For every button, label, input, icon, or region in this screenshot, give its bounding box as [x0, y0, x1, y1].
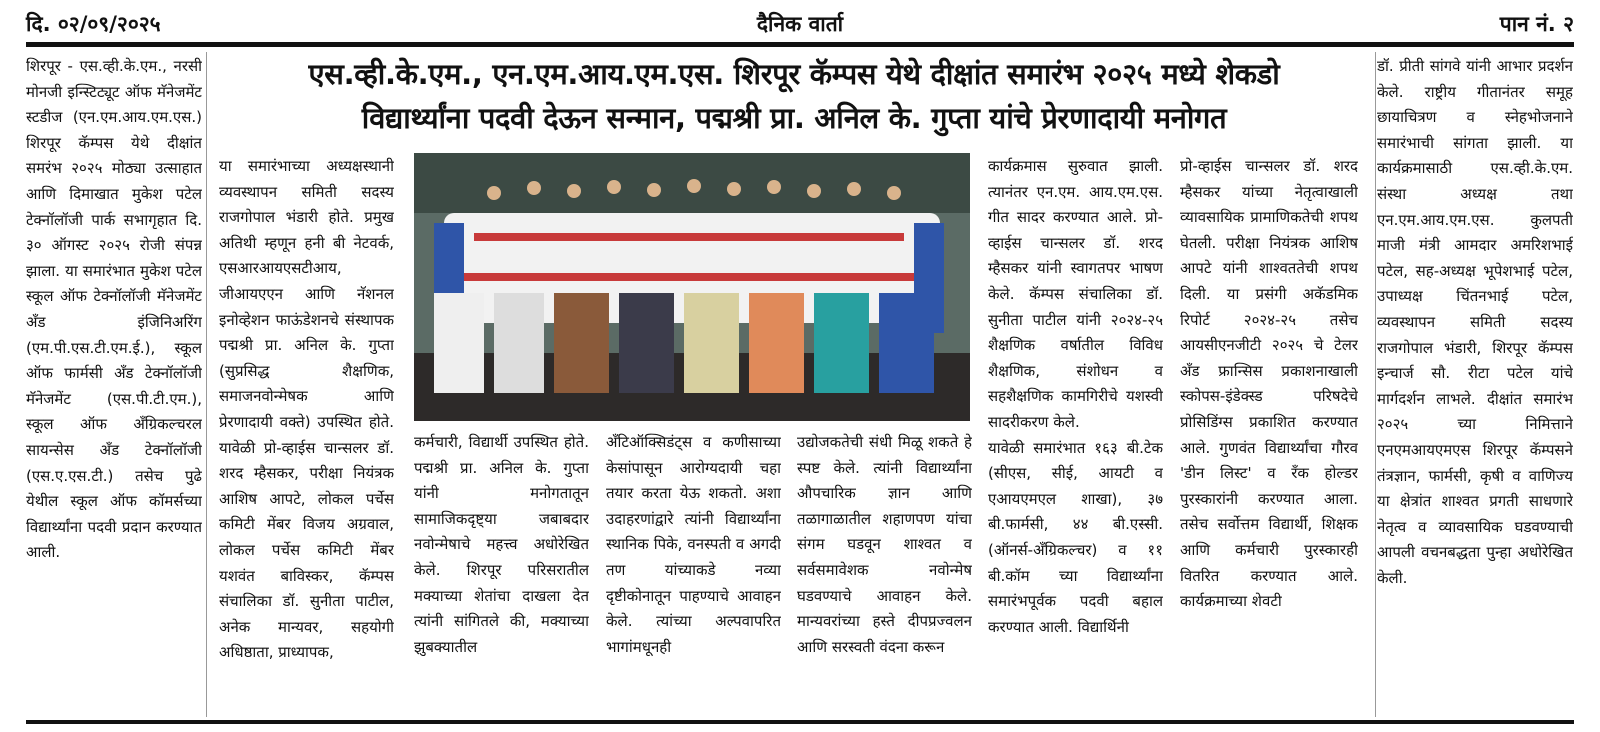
- article-column-3: [414, 430, 589, 714]
- column-divider: [1375, 52, 1376, 717]
- column-text: अँटिऑक्सिडंट्स व कणीसाच्या केसांपासून आरोग्यदायी चहा तयार करता येऊ शकतो. अशा उदाहरणांद्वारे त्यांनी विद्यार्थ्यांना स्थानिक पिके, वनस्पती व अगदी तण यांच्याकडे नव्या दृष्टीकोनातून पाहण्याचे आवाहन केले. त्यांच्या अल्पवापरित भागांमधूनही: [606, 433, 781, 656]
- column-text: प्रो-व्हाईस चान्सलर डॉ. शरद म्हैसकर यांच्या नेतृत्वाखाली व्यावसायिक प्रामाणिकतेची शपथ घेतली. परीक्षा नियंत्रक आशिष आपटे यांनी शाश्वततेची शपथ दिली. या प्रसंगी अकॅडमिक रिपोर्ट २०२४-२५ तसेच आयसीएनजीटी २०२५ चे टेलर अँड फ्रान्सिस प्रकाशनाखाली स्कोपस-इंडेक्स्ड परिषदेचे प्रोसिडिंग्स प्रकाशित करण्यात आले. गुणवंत विद्यार्थ्यांचा गौरव 'डीन लिस्ट' व रँक होल्डर पुरस्कारांनी करण्यात आला. तसेच सर्वोत्तम विद्यार्थी, शिक्षक आणि कर्मचारी पुरस्कारही वितरित करण्यात आले. कार्यक्रमाच्या शेवटी: [1180, 157, 1358, 611]
- masthead: [26, 10, 1574, 40]
- newspaper-name: दैनिक वार्ता: [756, 12, 844, 36]
- article-column-6: [988, 154, 1163, 714]
- headline-line-1: एस.व्ही.के.एम., एन.एम.आय.एम.एस. शिरपूर कॅम्पस येथे दीक्षांत समारंभ २०२५ मध्ये शेकडो: [308, 57, 1280, 91]
- article-column-1: [26, 54, 202, 714]
- article-column-8: [1377, 54, 1573, 714]
- article-column-7: [1180, 154, 1358, 714]
- bottom-rule: [26, 720, 1574, 724]
- page-number: पान नं. २: [1499, 12, 1574, 36]
- column-text: कार्यक्रमास सुरुवात झाली. त्यानंतर एन.एम. आय.एम.एस. गीत सादर करण्यात आले. प्रो-व्हाईस चान्सलर डॉ. शरद म्हैसकर यांनी स्वागतपर भाषण केले. कॅम्पस संचालिका डॉ. सुनीता पाटील यांनी २०२४-२५ शैक्षणिक वर्षातील विविध शैक्षणिक, संशोधन व सहशैक्षणिक कामगिरीचे यशस्वी सादरीकरण केले.: [988, 157, 1163, 431]
- column-text: शिरपूर - एस.व्ही.के.एम., नरसी मोनजी इन्स्टिट्यूट ऑफ मॅनेजमेंट स्टडीज (एन.एम.आय.एम.एस.) शिरपूर कॅम्पस येथे दीक्षांत समरंभ २०२५ मोठ्या उत्साहात आणि दिमाखात मुकेश पटेल टेक्नॉलॉजी पार्क सभागृहात दि. ३० ऑगस्ट २०२५ रोजी संपन्न झाला. या समारंभात मुकेश पटेल स्कूल ऑफ टेक्नॉलॉजी मॅनेजमेंट अँड इंजिनिअरिंग (एम.पी.एस.टी.एम.ई.), स्कूल ऑफ फार्मसी अँड टेक्नॉलॉजी मॅनेजमेंट (एस.पी.टी.एम.), स्कूल ऑफ अँग्रिकल्चरल सायन्सेस अँड टेक्नॉलॉजी (एस.ए.एस.टी.) तसेच पुढे येथील स्कूल ऑफ कॉमर्सच्या विद्यार्थ्यांना पदवी प्रदान करण्यात आली.: [26, 57, 202, 562]
- article-headline: [214, 52, 1374, 144]
- article-column-2: [219, 154, 394, 714]
- issue-date: दि. ०२/०९/२०२५: [26, 12, 161, 36]
- article-column-5: [797, 430, 972, 714]
- column-text: डॉ. प्रीती सांगवे यांनी आभार प्रदर्शन केले. राष्ट्रीय गीतानंतर समूह छायाचित्रण व स्नेहभोजनाने समारंभाची सांगता झाली. या कार्यक्रमासाठी एस.व्ही.के.एम. संस्था अध्यक्ष तथा एन.एम.आय.एम.एस. कुलपती माजी मंत्री आमदार अमरिशभाई पटेल, सह-अध्यक्ष भूपेशभाई पटेल, उपाध्यक्ष चिंतनभाई पटेल, व्यवस्थापन समिती सदस्य राजगोपाल भंडारी, शिरपूर कॅम्पस इन्चार्ज सौ. रीटा पटेल यांचे मार्गदर्शन लाभले. दीक्षांत समारंभ २०२५ च्या निमित्ताने एनएमआयएमएस शिरपूर कॅम्पसने तंत्रज्ञान, फार्मसी, कृषी व वाणिज्य या क्षेत्रांत शाश्वत प्रगती साधणारे नेतृत्व व व्यावसायिक घडवण्याची आपली वचनबद्धता पुन्हा अधोरेखित केली.: [1377, 57, 1573, 587]
- article-column-4: [606, 430, 781, 714]
- group-photo: [414, 153, 970, 421]
- headline-line-2: विद्यार्थ्यांना पदवी देऊन सन्मान, पद्मश्री प्रा. अनिल के. गुप्ता यांचे प्रेरणादायी मनोगत: [361, 101, 1227, 135]
- column-text: या समारंभाच्या अध्यक्षस्थानी व्यवस्थापन समिती सदस्य राजगोपाल भंडारी होते. प्रमुख अतिथी म्हणून हनी बी नेटवर्क, एसआरआयएसटीआय, जीआयएएन आणि नॅशनल इनोव्हेशन फाऊंडेशनचे संस्थापक पद्मश्री प्रा. अनिल के. गुप्ता (सुप्रसिद्ध शैक्षणिक, समाजनवोन्मेषक आणि प्रेरणादायी वक्ते) उपस्थित होते. यावेळी प्रो-व्हाईस चान्सलर डॉ. शरद म्हैसकर, परीक्षा नियंत्रक आशिष आपटे, लोकल पर्चेस कमिटी मेंबर विजय अग्रवाल, लोकल पर्चेस कमिटी मेंबर यशवंत बाविस्कर, कॅम्पस संचालिका डॉ. सुनीता पाटील, अनेक मान्यवर, सहयोगी अधिष्ठाता, प्राध्यापक,: [219, 157, 394, 662]
- column-text: उद्योजकतेची संधी मिळू शकते हे स्पष्ट केले. त्यांनी विद्यार्थ्यांना औपचारिक ज्ञान आणि तळागाळातील शहाणपण यांचा संगम घडवून शाश्वत व सर्वसमावेशक नवोन्मेष घडवण्याचे आवाहन केले. मान्यवरांच्या हस्ते दीपप्रज्वलन आणि सरस्वती वंदना करून: [797, 433, 972, 656]
- group-photo-illustration: [414, 153, 970, 421]
- column-divider: [206, 52, 207, 717]
- top-rule: [26, 42, 1574, 47]
- column-text: यावेळी समारंभात १६३ बी.टेक (सीएस, सीई, आयटी व एआयएमएल शाखा), ३७ बी.फार्मसी, ४४ बी.एस्सी. (ऑनर्स-अँग्रिकल्चर) व ११ बी.कॉम च्या विद्यार्थ्यांना समारंभपूर्वक पदवी बहाल करण्यात आली. विद्यार्थिनी: [988, 438, 1163, 636]
- column-text: कर्मचारी, विद्यार्थी उपस्थित होते. पद्मश्री प्रा. अनिल के. गुप्ता यांनी मनोगतातून सामाजिकदृष्ट्या जबाबदार नवोन्मेषाचे महत्त्व अधोरेखित केले. शिरपूर परिसरातील मक्याच्या शेतांचा दाखला देत त्यांनी सांगितले की, मक्याच्या झुबक्यातील: [414, 433, 589, 656]
